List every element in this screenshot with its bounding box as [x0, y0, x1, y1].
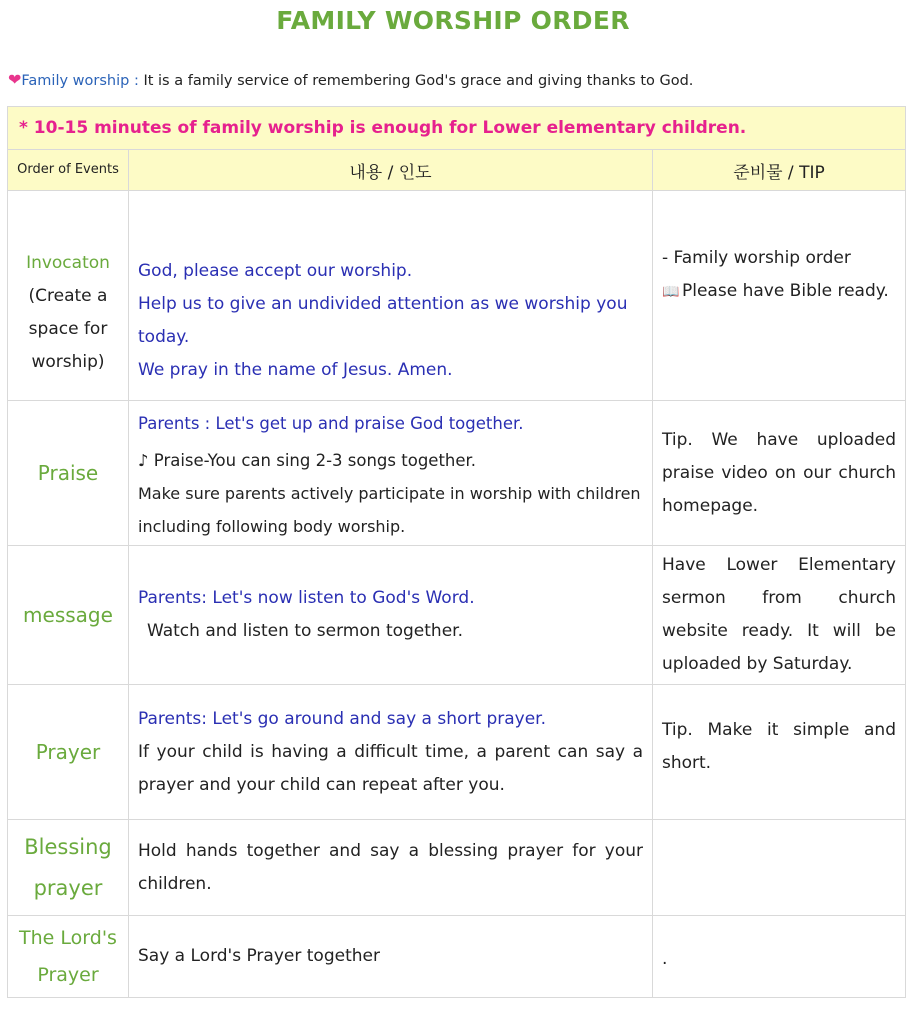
tip-text: Please have Bible ready. — [682, 281, 889, 301]
content-line — [138, 444, 643, 477]
event-cell — [8, 685, 129, 820]
content-cell — [129, 916, 653, 998]
event-sub-2: space for — [28, 318, 108, 339]
tip-cell — [653, 401, 906, 546]
page-title: FAMILY WORSHIP ORDER — [276, 6, 630, 35]
event-cell — [8, 546, 129, 685]
content-cell — [129, 546, 653, 685]
heart-icon: ❤ — [8, 70, 22, 89]
table-row — [8, 546, 906, 685]
content-cell — [129, 401, 653, 546]
content-text: Praise-You can sing 2-3 songs together. — [153, 450, 477, 470]
content-line: Parents : Let's get up and praise God together. — [138, 413, 524, 433]
content-text: Hold hands together and say a blessing prayer for your children. — [138, 840, 643, 894]
content-cell — [129, 820, 653, 916]
content-line: Help us to give an undivided attention as we worship you today. — [138, 293, 628, 347]
table-row — [8, 916, 906, 998]
header-content: 내용 / 인도 — [129, 150, 653, 191]
intro-text: It is a family service of remembering God's grace and giving thanks to God. — [143, 73, 694, 89]
content-line: Parents: Let's go around and say a short prayer. — [138, 708, 546, 729]
header-row — [8, 150, 906, 191]
tip-text: Have Lower Elementary sermon from church website ready. It will be uploaded by Saturday. — [662, 555, 896, 674]
tip-text: Tip. Make it simple and short. — [662, 720, 896, 773]
note-text: * 10-15 minutes of family worship is enough for Lower elementary children. — [8, 107, 906, 150]
table-row — [8, 820, 906, 916]
tip-cell: . — [653, 916, 906, 998]
event-name: The Lord's Prayer — [19, 926, 117, 986]
event-cell — [8, 820, 129, 916]
event-sub-3: worship) — [31, 351, 105, 372]
tip-text: Tip. We have uploaded praise video on our church homepage. — [662, 429, 896, 516]
event-name: Invocaton — [26, 252, 110, 273]
intro-label: Family worship : — [21, 73, 144, 89]
event-name: Blessing prayer — [24, 834, 112, 900]
event-name: Praise — [37, 460, 99, 485]
tip-cell — [653, 685, 906, 820]
table-row — [8, 401, 906, 546]
event-cell — [8, 191, 129, 401]
tip-cell — [653, 191, 906, 401]
content-line: Watch and listen to sermon together. — [147, 621, 463, 641]
table-row — [8, 191, 906, 401]
content-cell — [129, 685, 653, 820]
content-cell — [129, 191, 653, 401]
worship-order-table — [7, 106, 906, 998]
tip-cell — [653, 820, 906, 916]
event-cell — [8, 401, 129, 546]
content-text: Say a Lord's Prayer together — [138, 946, 380, 966]
event-cell — [8, 916, 129, 998]
book-icon: 📖 — [662, 284, 680, 300]
note-row — [8, 107, 906, 150]
tip-line-2 — [662, 275, 896, 309]
event-name: Prayer — [35, 739, 101, 764]
content-text: If your child is having a difficult time, a parent can say a prayer and your child can repeat after you. — [138, 741, 643, 795]
intro-line — [8, 70, 693, 89]
event-name: message — [23, 602, 113, 627]
content-line: Make sure parents actively participate in worship with children including following body worship. — [138, 483, 641, 536]
table-row — [8, 685, 906, 820]
tip-cell — [653, 546, 906, 685]
content-line: We pray in the name of Jesus. Amen. — [138, 359, 453, 380]
header-tip: 준비물 / TIP — [653, 150, 906, 191]
music-note-icon: ♪ — [138, 450, 149, 470]
content-line: Parents: Let's now listen to God's Word. — [138, 588, 475, 608]
header-order: Order of Events — [8, 150, 129, 191]
event-sub-1: (Create a — [28, 285, 108, 306]
content-line: God, please accept our worship. — [138, 260, 413, 281]
tip-line: - Family worship order — [662, 248, 851, 268]
